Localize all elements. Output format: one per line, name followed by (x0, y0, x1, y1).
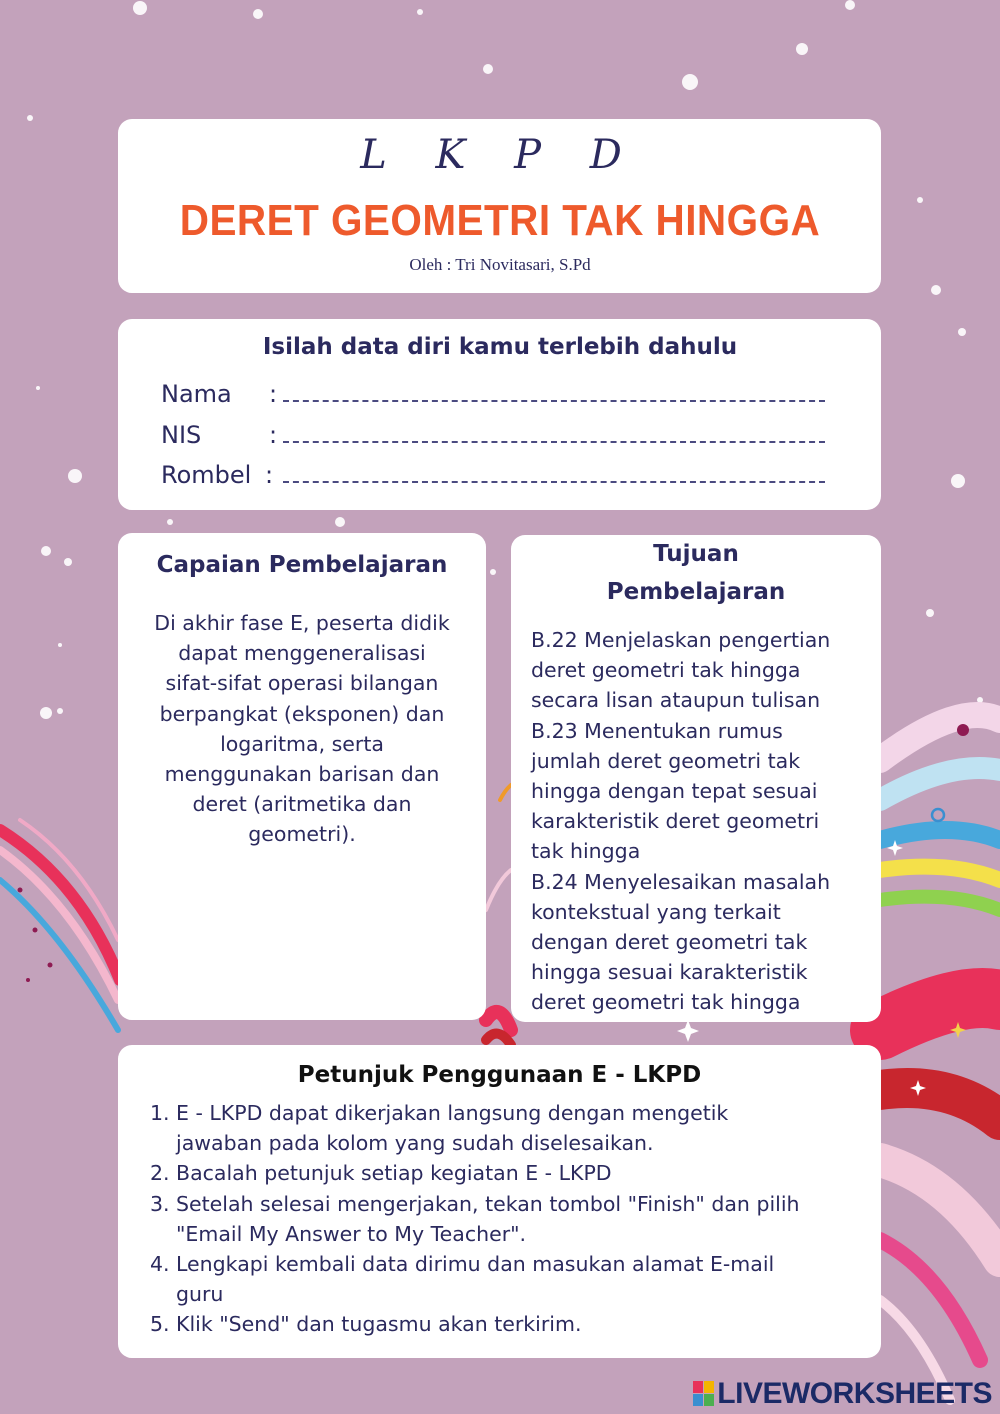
list-item-number: 3. (150, 1191, 170, 1216)
tujuan-line: hingga dengan tepat sesuai (531, 779, 818, 804)
rombel-separator: : (265, 461, 274, 489)
page-title: DERET GEOMETRI TAK HINGGA (179, 196, 821, 245)
list-item (150, 1189, 850, 1249)
capaian-body (140, 608, 464, 850)
capaian-line: logaritma, serta (220, 731, 384, 756)
tujuan-line: hingga sesuai karakteristik (531, 960, 808, 985)
list-item-number: 4. (150, 1252, 170, 1277)
capaian-line: deret (aritmetika dan (192, 792, 412, 817)
tujuan-line: karakteristik deret geometri (531, 809, 820, 834)
rombel-field-row (161, 461, 831, 495)
capaian-line: sifat-sifat operasi bilangan (165, 671, 439, 696)
list-item-line: Bacalah petunjuk setiap kegiatan E - LKPD (176, 1161, 612, 1186)
petunjuk-list (150, 1098, 850, 1340)
capaian-line: berpangkat (eksponen) dan (159, 701, 445, 726)
tujuan-line: B.24 Menyelesaikan masalah (531, 869, 831, 894)
brand-name: LIVEWORKSHEETS (717, 1377, 992, 1410)
tujuan-title (511, 535, 881, 611)
name-label: Nama (161, 380, 232, 408)
list-item-line: Lengkapi kembali data dirimu dan masukan alamat E-mail (176, 1252, 775, 1277)
list-item (150, 1158, 850, 1188)
list-item-line: "Email My Answer to My Teacher". (176, 1221, 527, 1246)
lkpd-mark: L K P D (360, 132, 640, 178)
list-item-number: 1. (150, 1101, 170, 1125)
name-separator: : (269, 380, 278, 408)
tujuan-line: kontekstual yang terkait (531, 899, 781, 924)
author-credit: Oleh : Tri Novitasari, S.Pd (409, 255, 591, 274)
tujuan-line: secara lisan ataupun tulisan (531, 688, 821, 713)
list-item-line: Klik "Send" dan tugasmu akan terkirim. (176, 1312, 582, 1337)
name-field-row (161, 380, 831, 414)
tujuan-line: B.22 Menjelaskan pengertian (531, 628, 831, 652)
tujuan-line: B.23 Menentukan rumus (531, 718, 783, 743)
tujuan-line: dengan deret geometri tak (531, 930, 808, 955)
list-item-line: jawaban pada kolom yang sudah diselesaikan. (176, 1131, 654, 1156)
identity-title: Isilah data diri kamu terlebih dahulu (262, 334, 738, 360)
rombel-field[interactable] (283, 481, 825, 483)
capaian-line: menggunakan barisan dan (164, 762, 440, 787)
list-item-number: 2. (150, 1161, 170, 1186)
brand-watermark[interactable] (693, 1377, 992, 1411)
liveworksheets-logo-icon (693, 1381, 715, 1407)
nis-label: NIS (161, 421, 202, 449)
capaian-line: geometri). (248, 822, 356, 847)
list-item-line: guru (176, 1282, 224, 1307)
list-item-line: Setelah selesai mengerjakan, tekan tombol "Finish" dan pilih (176, 1191, 800, 1216)
tujuan-line: deret geometri tak hingga (531, 658, 801, 683)
tujuan-title-line: Tujuan (653, 541, 739, 567)
capaian-line: Di akhir fase E, peserta didik (154, 611, 450, 635)
list-item (150, 1249, 850, 1309)
capaian-title: Capaian Pembelajaran (156, 552, 448, 578)
petunjuk-title: Petunjuk Penggunaan E - LKPD (297, 1062, 702, 1088)
rombel-label: Rombel (161, 461, 252, 489)
nis-field[interactable] (283, 441, 825, 443)
tujuan-title-line: Pembelajaran (606, 579, 786, 605)
capaian-line: dapat menggeneralisasi (178, 641, 426, 666)
name-field[interactable] (283, 400, 825, 402)
list-item-number: 5. (150, 1312, 170, 1337)
list-item-line: E - LKPD dapat dikerjakan langsung dengan mengetik (176, 1101, 729, 1125)
tujuan-line: deret geometri tak hingga (531, 990, 801, 1015)
tujuan-line: jumlah deret geometri tak (531, 748, 801, 773)
nis-field-row (161, 421, 831, 455)
list-item (150, 1309, 850, 1339)
nis-separator: : (269, 421, 278, 449)
list-item (150, 1098, 850, 1158)
tujuan-line: tak hingga (531, 839, 641, 864)
tujuan-body (531, 625, 871, 1018)
